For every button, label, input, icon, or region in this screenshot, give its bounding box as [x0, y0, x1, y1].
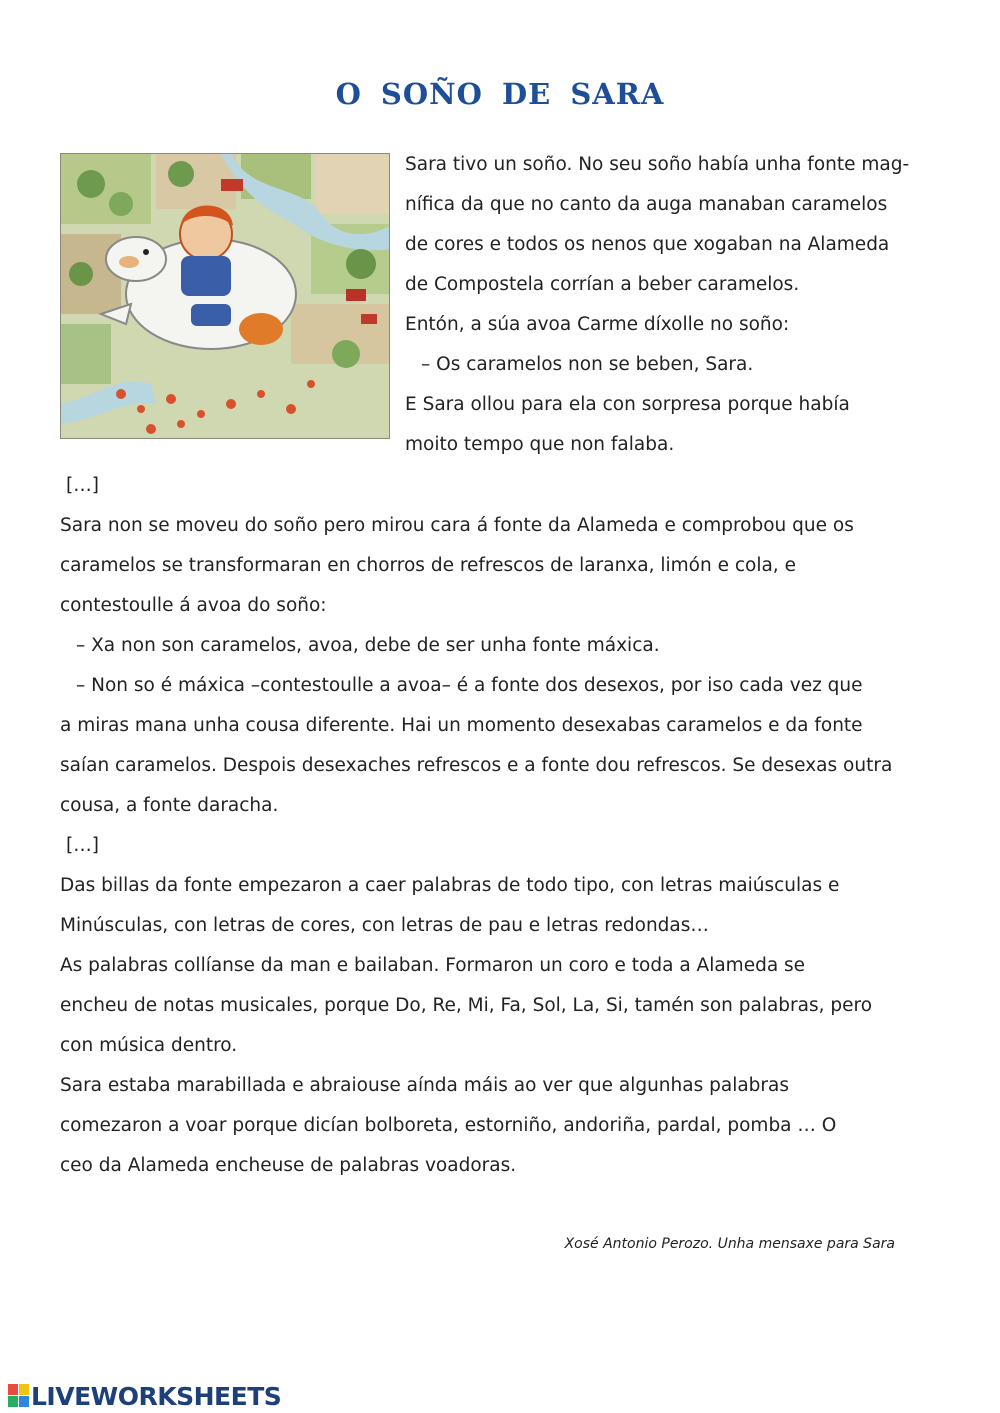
text-line: caramelos se transformaran en chorros de refrescos de laranxa, limón e cola, e — [60, 555, 796, 576]
text-line: cousa, a fonte daracha. — [60, 795, 279, 816]
text-line: Sara estaba marabillada e abraiouse aínda máis ao ver que algunhas palabras — [60, 1075, 789, 1096]
text-line: Das billas da fonte empezaron a caer palabras de todo tipo, con letras maiúsculas e — [60, 875, 840, 896]
dialog-line: – Non so é máxica –contestoulle a avoa– é a fonte dos desexos, por iso cada vez que — [76, 675, 863, 696]
text-line: Sara tivo un soño. No seu soño había unha fonte mag- — [405, 154, 910, 175]
story-body — [60, 466, 940, 1186]
text-line: de cores e todos os nenos que xogaban na Alameda — [405, 234, 890, 255]
text-line: E Sara ollou para ela con sorpresa porque había — [405, 394, 850, 415]
omission-mark: […] — [66, 835, 99, 856]
text-line: nífica da que no canto da auga manaban caramelos — [405, 194, 888, 215]
text-line: As palabras collíanse da man e bailaban. Formaron un coro e toda a Alameda se — [60, 955, 806, 976]
text-line: Sara non se moveu do soño pero mirou cara á fonte da Alameda e comprobou que os — [60, 515, 854, 536]
text-line: Entón, a súa avoa Carme díxolle no soño: — [405, 314, 790, 335]
text-line: de Compostela corrían a beber caramelos. — [405, 274, 800, 295]
omission-mark: […] — [66, 475, 99, 496]
text-line: a miras mana unha cousa diferente. Hai un momento desexabas caramelos e da fonte — [60, 715, 863, 736]
text-line: con música dentro. — [60, 1035, 238, 1056]
text-line: Minúsculas, con letras de cores, con letras de pau e letras redondas… — [60, 915, 709, 936]
intro-paragraph — [405, 145, 945, 465]
attribution: Xosé Antonio Perozo. Unha mensaxe para Sara — [564, 1236, 895, 1252]
text-line: saían caramelos. Despois desexaches refrescos e a fonte dou refrescos. Se desexas outra — [60, 755, 893, 776]
page-title: O SOÑO DE SARA — [335, 77, 665, 112]
liveworksheets-logo[interactable] — [8, 1381, 281, 1411]
text-line: moito tempo que non falaba. — [405, 434, 675, 455]
story-illustration — [60, 153, 390, 439]
logo-text: LIVEWORKSHEETS — [31, 1381, 282, 1411]
text-line: ceo da Alameda encheuse de palabras voadoras. — [60, 1155, 517, 1176]
text-line: encheu de notas musicales, porque Do, Re, Mi, Fa, Sol, La, Si, tamén son palabras, pero — [60, 995, 873, 1016]
text-line: comezaron a voar porque dicían bolboreta, estorniño, andoriña, pardal, pomba … O — [60, 1115, 837, 1136]
text-line: contestoulle á avoa do soño: — [60, 595, 327, 616]
dialog-line: – Xa non son caramelos, avoa, debe de ser unha fonte máxica. — [76, 635, 660, 656]
liveworksheets-logo-icon — [8, 1384, 30, 1408]
dialog-line: – Os caramelos non se beben, Sara. — [421, 354, 754, 375]
